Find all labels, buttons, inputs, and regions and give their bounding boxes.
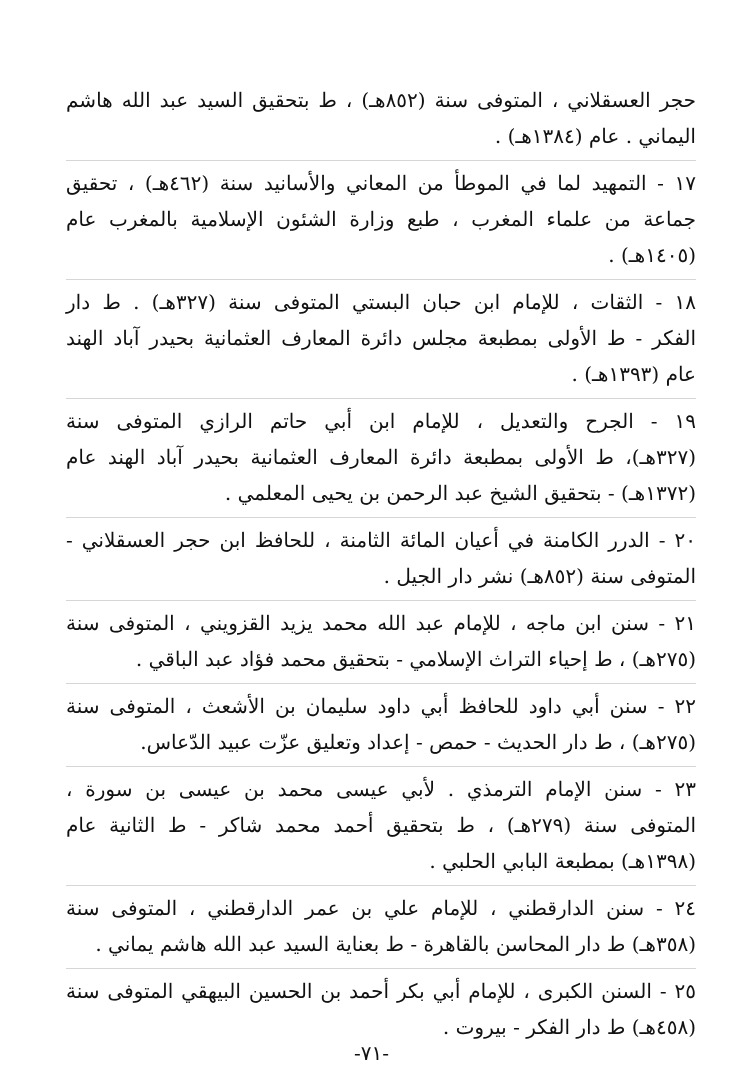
bibliography-entry-22 [66, 684, 696, 767]
bibliography-entry-23 [66, 767, 696, 886]
entry-line: ٢٤ - سنن الدارقطني ، للإمام علي بن عمر الدارقطني ، المتوفى سنة [66, 896, 696, 920]
entry-line: ١٨ - الثقات ، للإمام ابن حبان البستي المتوفى سنة (٣٢٧هـ) . ط دار [66, 290, 696, 314]
entry-line: ١٩ - الجرح والتعديل ، للإمام ابن أبي حاتم الرازي المتوفى سنة [66, 409, 696, 433]
bibliography-entry [66, 78, 696, 161]
bibliography-entry-17 [66, 161, 696, 280]
entry-line: ٢٢ - سنن أبي داود للحافظ أبي داود سليمان بن الأشعث ، المتوفى سنة [66, 694, 696, 718]
page-number: -٧١- [353, 1041, 389, 1065]
entry-line: ٢١ - سنن ابن ماجه ، للإمام عبد الله محمد يزيد القزويني ، المتوفى سنة [66, 611, 696, 635]
bibliography-entry-24 [66, 886, 696, 969]
entry-line: ٢٠ - الدرر الكامنة في أعيان المائة الثامنة ، للحافظ ابن حجر العسقلاني - [66, 528, 696, 552]
entry-line: ٢٥ - السنن الكبرى ، للإمام أبي بكر أحمد بن الحسين البيهقي المتوفى سنة [66, 979, 696, 1003]
bibliography-entry-21 [66, 601, 696, 684]
entry-line: ١٧ - التمهيد لما في الموطأ من المعاني والأسانيد سنة (٤٦٢هـ) ، تحقيق [66, 171, 697, 195]
entry-line: جماعة من علماء المغرب ، طبع وزارة الشئون الإسلامية بالمغرب عام [66, 207, 696, 231]
entry-line: المتوفى سنة (٢٧٩هـ) ، ط بتحقيق أحمد محمد شاكر - ط الثانية عام [66, 813, 697, 837]
entry-line: حجر العسقلاني ، المتوفى سنة (٨٥٢هـ) ، ط بتحقيق السيد عبد الله هاشم [66, 88, 697, 112]
entry-line: (٣٢٧هـ)، ط الأولى بمطبعة دائرة المعارف العثمانية بحيدر آباد الهند عام [66, 445, 696, 469]
bibliography-entry-18 [66, 280, 696, 399]
entry-line: المتوفى سنة (٨٥٢هـ) نشر دار الجيل . [383, 564, 696, 588]
entry-line: (٣٥٨هـ) ط دار المحاسن بالقاهرة - ط بعناية السيد عبد الله هاشم يماني . [95, 932, 696, 956]
entry-line: (٢٧٥هـ) ، ط دار الحديث - حمص - إعداد وتعليق عزّت عبيد الدّعاس. [140, 730, 696, 754]
bibliography-entry-19 [66, 399, 696, 518]
entry-line: اليماني . عام (١٣٨٤هـ) . [494, 124, 696, 148]
entry-line: (١٣٩٨هـ) بمطبعة البابي الحلبي . [429, 849, 696, 873]
entry-line: (١٣٧٢هـ) - بتحقيق الشيخ عبد الرحمن بن يحيى المعلمي . [224, 481, 696, 505]
entry-line: ٢٣ - سنن الإمام الترمذي . لأبي عيسى محمد بن عيسى بن سورة ، [66, 777, 696, 801]
document-page [66, 78, 696, 1051]
entry-line: الفكر - ط الأولى بمطبعة مجلس دائرة المعارف العثمانية بحيدر آباد الهند [66, 326, 696, 350]
entry-line: (٢٧٥هـ) ، ط إحياء التراث الإسلامي - بتحقيق محمد فؤاد عبد الباقي . [135, 647, 696, 671]
entry-line: (٤٥٨هـ) ط دار الفكر - بيروت . [442, 1015, 696, 1039]
entry-line: (١٤٠٥هـ) . [608, 243, 696, 267]
bibliography-entry-20 [66, 518, 696, 601]
entry-line: عام (١٣٩٣هـ) . [571, 362, 696, 386]
